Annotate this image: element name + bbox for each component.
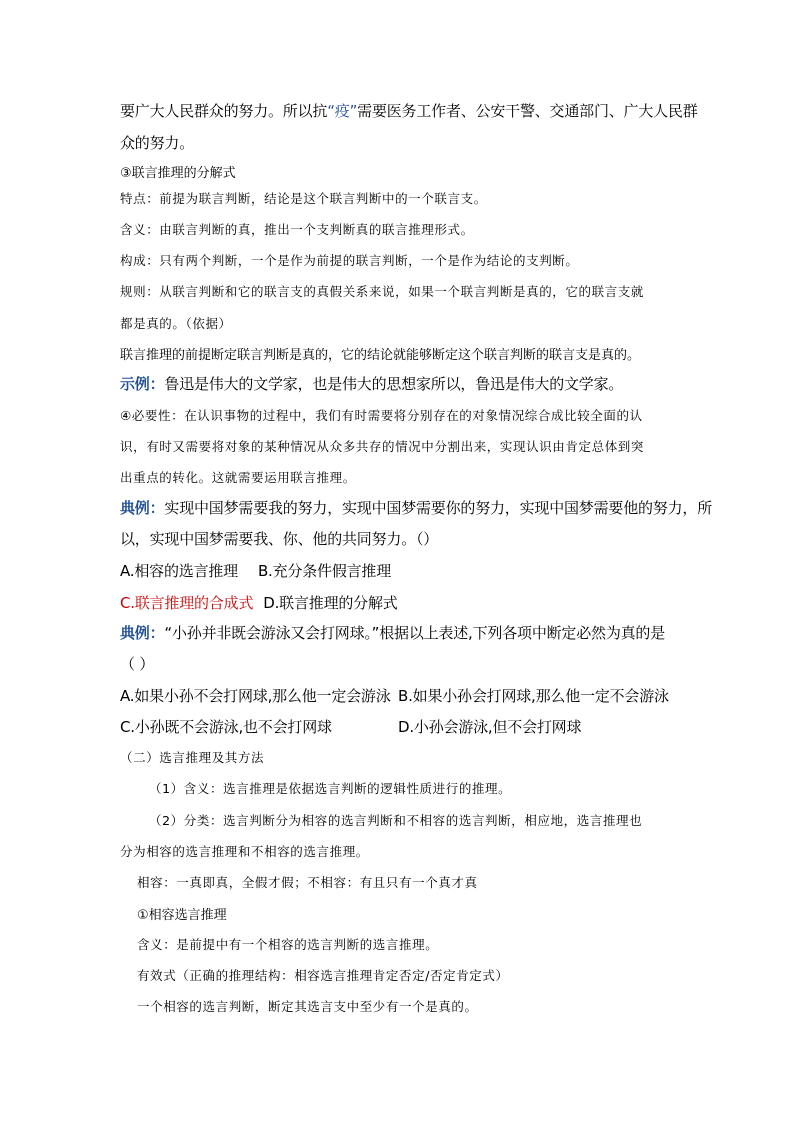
example-line [120,373,623,394]
example-line [120,622,665,643]
text-line: 构成：只有两个判断，一个是作为前提的联言判断，一个是作为结论的支判断。 [120,253,579,268]
text-line: 含义：由联言判断的真，推出一个支判断真的联言推理形式。 [120,222,474,237]
text-line: 一个相容的选言判断，断定其选言支中至少有一个是真的。 [137,999,478,1014]
section-heading: （二）选言推理及其方法 [120,750,265,765]
text-line: 联言推理的前提断定联言判断是真的，它的结论就能够断定这个联言判断的联言支是真的。 [120,348,641,363]
option-line [120,592,398,613]
text-span: 需要医务工作者、公安干警、交通部门、广大人民群 [357,102,698,120]
example-line [120,497,712,518]
option-b: B.充分条件假言推理 [257,562,392,580]
text-span: 鲁迅是伟大的文学家，也是伟大的思想家所以，鲁迅是伟大的文学家。 [164,375,624,393]
example-label: 示例： [120,375,165,393]
text-line: （1）含义：选言推理是依据选言判断的逻辑性质进行的推理。 [149,781,512,796]
option-line [120,560,391,581]
text-span: 要广大人民群众的努力。所以抗 [120,102,328,120]
example-label: 典例： [120,624,165,642]
text-line: （2）分类：选言判断分为相容的选言判断和不相容的选言判断，相应地，选言推理也 [149,813,643,828]
text-span: “小孙并非既会游泳又会打网球。”根据以上表述,下列各项中断定必然为真的是 [164,624,666,642]
option-d: D.联言推理的分解式 [263,594,398,612]
text-line: 规则：从联言判断和它的联言支的真假关系来说，如果一个联言判断是真的，它的联言支就 [120,284,645,299]
text-line: 分为相容的选言推理和不相容的选言推理。 [120,844,369,859]
text-line: 众的努力。 [120,134,195,152]
text-line: 以，实现中国梦需要我、你、他的共同努力。（） [120,530,439,548]
option-a: A.如果小孙不会打网球,那么他一定会游泳 [120,687,391,705]
text-span: 实现中国梦需要我的努力，实现中国梦需要你的努力，实现中国梦需要他的努力，所 [164,499,713,517]
option-b: B.如果小孙会打网球,那么他一定不会游泳 [398,687,669,705]
quote-term: “疫” [327,102,358,120]
section-heading: ③联言推理的分解式 [120,166,236,181]
text-line [120,100,698,121]
option-a: A.相容的选言推理 [120,562,238,580]
text-line: 含义：是前提中有一个相容的选言判断的选言推理。 [137,937,439,952]
text-line: ④必要性：在认识事物的过程中，我们有时需要将分别存在的对象情况综合成比较全面的认 [120,408,643,423]
text-line: 有效式（正确的推理结构：相容选言推理肯定否定/否定肯定式） [137,968,509,983]
text-line: （ ） [120,655,155,673]
option-c: C.联言推理的合成式 [120,594,254,612]
option-d: D.小孙会游泳,但不会打网球 [398,718,582,736]
section-heading: ①相容选言推理 [137,908,227,923]
text-line: 特点：前提为联言判断，结论是这个联言判断中的一个联言支。 [120,191,487,206]
text-line: 出重点的转化。这就需要运用联言推理。 [120,470,356,485]
text-line: 都是真的。（依据） [120,316,232,331]
text-line: 相容：一真即真，全假才假；不相容：有且只有一个真才真 [137,875,478,890]
option-c: C.小孙既不会游泳,也不会打网球 [120,718,332,736]
example-label: 典例： [120,499,165,517]
text-line: 识，有时又需要将对象的某种情况从众多共存的情况中分割出来，实现认识由肯定总体到突 [120,439,645,454]
